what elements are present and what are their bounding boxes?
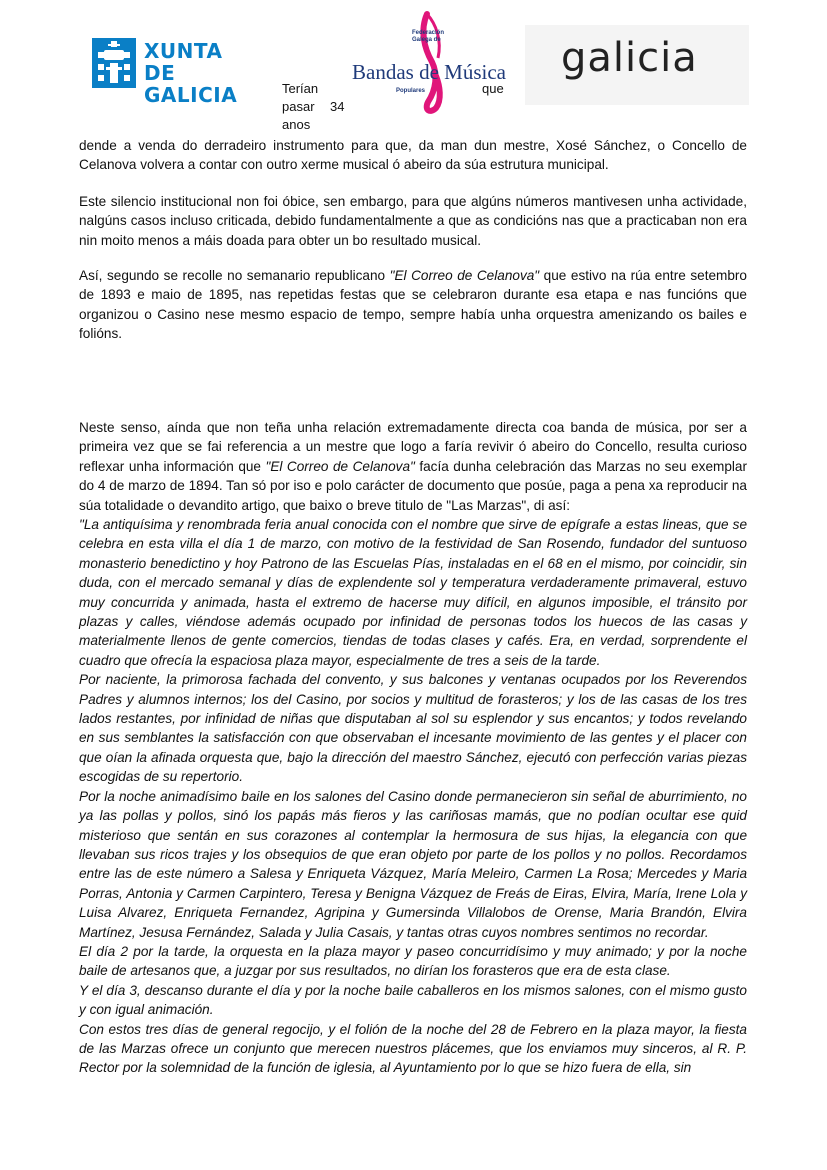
xunta-wordmark xyxy=(144,40,252,106)
paragraph-3-part-a: Así, segundo se recolle no semanario republicano xyxy=(79,268,390,283)
paragraph-3-part-c: que estivo na rúa entre setembro de 1893 e maio de 1895, nas repetidas festas que se celebraron durante esa etapa e nas funcións que organizou o Casino nese mesmo espacio de tempo, sempre había unha orquestra amenizando os bailes e folións. xyxy=(79,268,747,342)
paragraph-4-part-a: Neste senso, aínda que non teña unha relación extremadamente directa coa banda de música, por ser a primeira vez que se fai referencia a un mestre que logo a faría revivir ó abeiro do Concello, resulta curioso reflexar unha información que xyxy=(79,420,747,474)
fragment-number: 34 xyxy=(330,99,345,114)
quote-paragraph-2: Por naciente, la primorosa fachada del convento, y sus balcones y ventanas ocupados por los Reverendos Padres y alumnos internos; los del Casino, por socios y multitud de forasteros; y los de las casas de los tres lados restantes, por infinidad de niñas que disputaban al sol su esplendor y sus encantos; y todos revelando en sus semblantes la satisfacción con que observaban el incesante movimiento de las gentes y el placer con que oían la afinada orquesta que, bajo la dirección del maestro Sánchez, ejecutó con perfección varias piezas escogidas de su repertorio. xyxy=(79,672,747,785)
fragment-word-pasar: pasar xyxy=(282,99,315,114)
quote-paragraph-3: Por la noche animadísimo baile en los salones del Casino donde permanecieron sin señal de aburrimiento, no ya las pollas y pollos, sinó los papás más fieros y las cariñosas mamás, que no podían ocultar ese quid misterioso que sentán en sus corazones al contemplar la hermosura de sus hijas, la elegancia con que llevaban sus ricos trajes y los obsequios de que eran objeto por parte de los pollos y no pollos. Recordamos entre las de este número a Salesa y Enriqueta Vázquez, María Meleiro, Carmen La Rosa; Mercedes y Maria Porras, Antonia y Carmen Carpintero, Teresa y Benigna Vázquez de Freás de Eiras, Elvira, María, Irene Lola y Luisa Alvarez, Enriqueta Fernandez, Agripina y Gumersinda Villalobos de Orense, Maria Brandón, Elvira Martínez, Jesusa Fernández, Salada y Julia Casais, y tantas otras cuyos nombres sentimos no recordar. xyxy=(79,788,747,940)
paragraph-2-text: Este silencio institucional non foi óbice, sen embargo, para que algúns números mantivesen unha actividade, nalgúns casos incluso criticada, debido fundamentalmente a que as condicións nas que a practicaban non era nin moito menos a máis doada para obter un bo resultado musical. xyxy=(79,194,747,248)
paragraph-1-text: dende a venda do derradeiro instrumento para que, da man dun mestre, Xosé Sánchez, o Concello de Celanova volvera a contar con outro xerme musical ó abeiro da súa estrutura municipal. xyxy=(79,138,747,173)
paragraph-4-part-c: facía dunha celebración das Marzas no seu exemplar do 4 de marzo de 1894. Tan só por iso e polo carácter de documento que posúe, paga a pena xa reproducir na súa totalidade o devandito artigo, que baixo o breve titulo de "Las Marzas", di así: xyxy=(79,458,747,513)
paragraph-3 xyxy=(79,266,747,344)
paragraph-2 xyxy=(79,192,747,250)
galicia-wordmark: galicia xyxy=(561,35,698,81)
fragment-word-anos: anos xyxy=(282,117,311,132)
fragment-line-pasar xyxy=(282,98,345,116)
paragraph-4-text xyxy=(79,418,747,515)
quote-paragraph-1: "La antiquísima y renombrada feria anual conocida con el nombre que sirve de epígrafe a estas lineas, que se celebra en esta villa el día 1 de marzo, con motivo de la festividad de San Rosendo, fundador del suntuoso monasterio benedictino y hoy Patrono de las Escuelas Pías, instaladas en el 68 en el mismo, por coincidir, sin duda, con el mercado semanal y días de explendente sol y temperatura verdaderamente primaveral, estuvo muy concurrida y animada, hasta el extremo de hacerse muy difícil, en algunos imposible, el tránsito por plazas y calles, viéndose además ocupado por infinidad de personas todos los huecos de las casas y materialmente llenos de gente comercios, tiendas de todas clases y cafés. Era, en verdad, sorprendente el cuadro que ofrecía la espaciosa plaza mayor, especialmente de tres a seis de la tarde. xyxy=(79,517,747,668)
paragraph-1 xyxy=(79,136,747,175)
quote-paragraph-5: Y el día 3, descanso durante el día y por la noche baile caballeros en los mismos salones, con el mismo gusto y con igual animación. xyxy=(79,982,747,1018)
galicia-logo xyxy=(525,25,749,105)
quote-paragraph-4: El día 2 por la tarde, la orquesta en la plaza mayor y paseo concurridísimo y muy animado; y por la noche baile de artesanos que, a juzgar por sus resultados, no dirían los forasteros que era de esta clase. xyxy=(79,943,747,979)
newspaper-title-2: "El Correo de Celanova" xyxy=(265,458,415,474)
xunta-line2: DE GALICIA xyxy=(144,61,238,107)
bandas-federation-text xyxy=(412,30,444,44)
quote-paragraph-6: Con estos tres días de general regocijo, y el folión de la noche del 28 de Febrero en la plaza mayor, la fiesta de las Marzas ofrece un conjunto que merecen nuestros plácemes, que los enviamos muy sinceros, al R. P. Rector por la solemnidad de la función de iglesia, al Ayuntamiento por lo que se hizo fuera de ella, sin xyxy=(79,1021,747,1076)
bandas-fed-line1: Federación xyxy=(412,30,445,36)
newspaper-title: "El Correo de Celanova" xyxy=(389,268,540,283)
quoted-article xyxy=(79,515,747,1078)
bandas-fed-line2: Galega de xyxy=(412,37,441,43)
bandas-populares-text: Populares xyxy=(396,88,426,94)
paragraph-3-text xyxy=(79,266,747,344)
fragment-word-que: que xyxy=(482,81,504,96)
xunta-shield-icon xyxy=(92,38,136,88)
xunta-line1: XUNTA xyxy=(144,39,223,63)
xunta-logo xyxy=(92,38,252,107)
paragraph-4 xyxy=(79,418,747,515)
bandas-main-text: Bandas de Música xyxy=(352,60,506,84)
fragment-word-terian: Terían xyxy=(282,81,319,96)
